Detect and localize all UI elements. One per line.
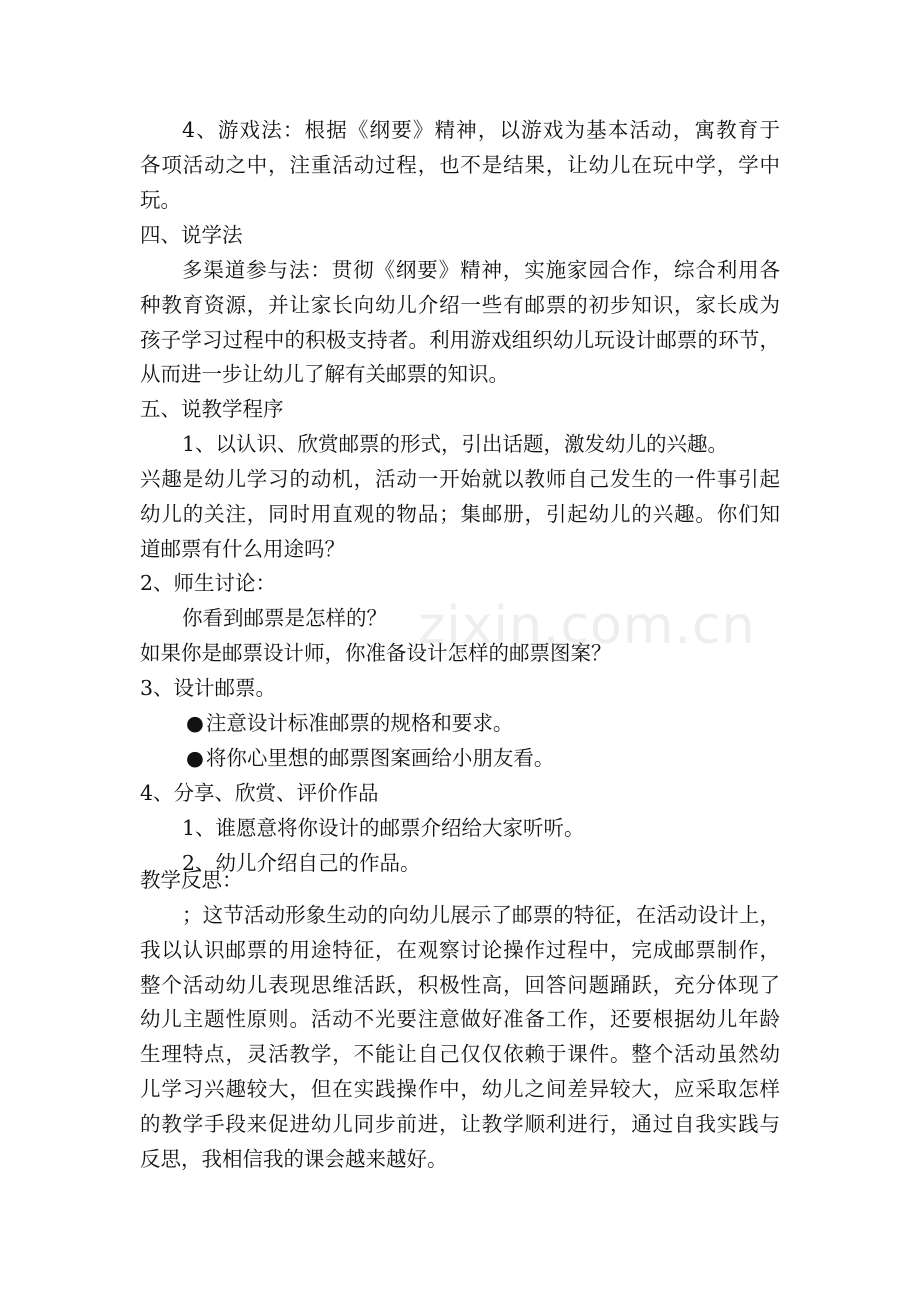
paragraph-study-method bbox=[140, 253, 780, 392]
list-item: 1、谁愿意将你设计的邮票介绍给大家听听。 bbox=[182, 815, 585, 840]
bullet-text: 将你心里想的邮票图案画给小朋友看。 bbox=[205, 745, 555, 770]
text-line: 生理特点，灵活教学，不能让自己仅仅依赖于课件。整个活动虽然幼 bbox=[140, 1042, 780, 1067]
text-line: 儿学习兴趣较大，但在实践操作中，幼儿之间差异较大，应采取怎样 bbox=[140, 1076, 780, 1101]
text-line: 从而进一步让幼儿了解有关邮票的知识。 bbox=[140, 362, 509, 387]
text-line: 幼儿的关注，同时用直观的物品；集邮册，引起幼儿的兴趣。你们知 bbox=[140, 501, 780, 526]
bullet-item bbox=[140, 706, 780, 741]
text-line: 道邮票有什么用途吗？ bbox=[140, 536, 345, 561]
text-line: 幼儿主题性原则。活动不光要注意做好准备工作，还要根据幼儿年龄 bbox=[140, 1007, 780, 1032]
step-1-body bbox=[140, 462, 780, 566]
text-line: 4、游戏法：根据《纲要》精神，以游戏为基本活动，寓教育于 bbox=[182, 118, 780, 142]
text-line: 多渠道参与法：贯彻《纲要》精神，实施家园合作，综合利用各 bbox=[182, 258, 780, 282]
text-line: 如果你是邮票设计师，你准备设计怎样的邮票图案？ bbox=[140, 640, 612, 665]
step-title: 2、师生讨论： bbox=[140, 571, 277, 595]
section-heading: 教学反思： bbox=[140, 868, 243, 892]
bullet-item bbox=[140, 741, 780, 776]
paragraph-game-method bbox=[140, 113, 780, 217]
text-line: 玩。 bbox=[140, 187, 181, 212]
text-line: ；这节活动形象生动的向幼儿展示了邮票的特征，在活动设计上， bbox=[182, 903, 780, 927]
step-title: 4、分享、欣赏、评价作品 bbox=[140, 781, 379, 805]
text-line: 兴趣是幼儿学习的动机，活动一开始就以教师自己发生的一件事引起 bbox=[140, 467, 780, 491]
heading-teaching-procedure bbox=[140, 392, 780, 427]
watermark: zixin.com.cn bbox=[418, 596, 756, 656]
bullet-icon: ● bbox=[186, 710, 204, 735]
bullet-text: 注意设计标准邮票的规格和要求。 bbox=[205, 710, 514, 735]
text-line: 我以认识邮票的用途特征，在观察讨论操作过程中，完成邮票制作， bbox=[140, 937, 780, 962]
step-title: 3、设计邮票。 bbox=[140, 676, 277, 700]
reflection-title-block bbox=[140, 863, 780, 898]
heading-learning-method bbox=[140, 218, 780, 253]
step-2 bbox=[140, 566, 780, 670]
text-line: 种教育资源，并让家长向幼儿介绍一些有邮票的初步知识，家长成为 bbox=[140, 292, 780, 317]
step-title: 1、以认识、欣赏邮票的形式，引出话题，激发幼儿的兴趣。 bbox=[182, 432, 729, 456]
step-3 bbox=[140, 671, 780, 775]
text-line: 的教学手段来促进幼儿同步前进，让教学顺利进行，通过自我实践与 bbox=[140, 1111, 780, 1136]
reflection-body bbox=[140, 898, 780, 1176]
step-1-title bbox=[140, 427, 780, 462]
list-item: 2、幼儿介绍自己的作品。 bbox=[182, 850, 421, 875]
bullet-icon: ● bbox=[186, 745, 204, 770]
section-heading: 四、说学法 bbox=[140, 223, 243, 247]
text-line: 你看到邮票是怎样的？ bbox=[182, 605, 387, 630]
text-line: 各项活动之中，注重活动过程，也不是结果，让幼儿在玩中学，学中 bbox=[140, 152, 780, 177]
text-line: 整个活动幼儿表现思维活跃，积极性高，回答问题踊跃，充分体现了 bbox=[140, 972, 780, 997]
section-heading: 五、说教学程序 bbox=[140, 397, 284, 421]
text-line: 孩子学习过程中的积极支持者。利用游戏组织幼儿玩设计邮票的环节， bbox=[140, 327, 780, 352]
text-line: 反思，我相信我的课会越来越好。 bbox=[140, 1146, 448, 1171]
